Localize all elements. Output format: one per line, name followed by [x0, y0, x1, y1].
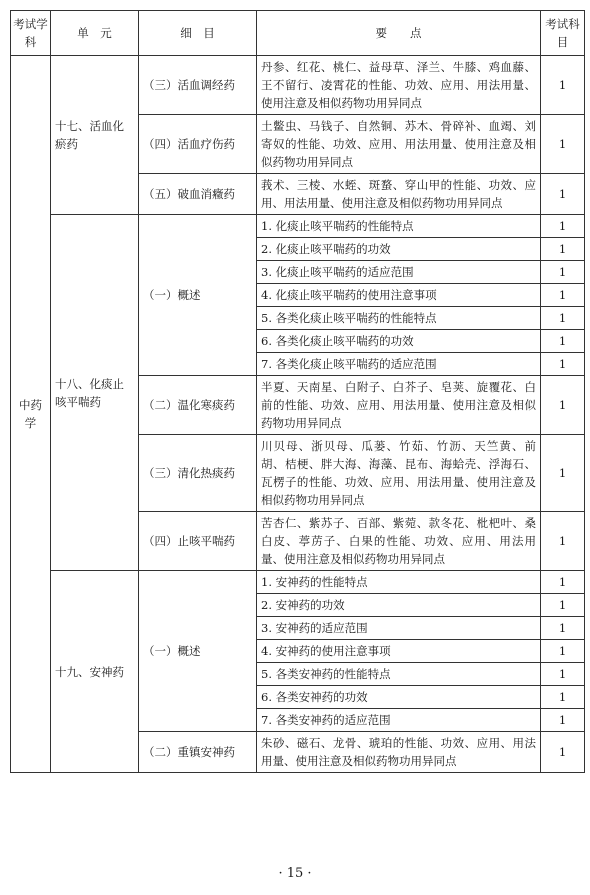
point-cell: 4. 化痰止咳平喘药的使用注意事项: [257, 284, 541, 307]
count-cell: 1: [541, 56, 585, 115]
table-row: [11, 56, 585, 115]
point-cell: 7. 各类安神药的适应范围: [257, 709, 541, 732]
detail-cell: （三）清化热痰药: [139, 435, 257, 512]
count-cell: 1: [541, 261, 585, 284]
point-cell: 6. 各类化痰止咳平喘药的功效: [257, 330, 541, 353]
unit-cell: 十七、活血化瘀药: [51, 56, 139, 215]
count-cell: 1: [541, 376, 585, 435]
unit-cell: 十八、化痰止咳平喘药: [51, 215, 139, 571]
count-cell: 1: [541, 663, 585, 686]
count-cell: 1: [541, 435, 585, 512]
count-cell: 1: [541, 330, 585, 353]
point-cell: 2. 化痰止咳平喘药的功效: [257, 238, 541, 261]
count-cell: 1: [541, 732, 585, 773]
count-cell: 1: [541, 594, 585, 617]
header-count: 考试科目: [541, 11, 585, 56]
unit-cell: 十九、安神药: [51, 571, 139, 773]
point-cell: 4. 安神药的使用注意事项: [257, 640, 541, 663]
count-cell: 1: [541, 215, 585, 238]
point-cell: 3. 化痰止咳平喘药的适应范围: [257, 261, 541, 284]
count-cell: 1: [541, 115, 585, 174]
count-cell: 1: [541, 571, 585, 594]
point-cell: 6. 各类安神药的功效: [257, 686, 541, 709]
count-cell: 1: [541, 174, 585, 215]
point-cell: 1. 化痰止咳平喘药的性能特点: [257, 215, 541, 238]
syllabus-table: [10, 10, 585, 773]
point-cell: 苦杏仁、紫苏子、百部、紫菀、款冬花、枇杷叶、桑白皮、葶苈子、白果的性能、功效、应用、用法用量、使用注意及相似药物功用异同点: [257, 512, 541, 571]
point-cell: 半夏、天南星、白附子、白芥子、皂荚、旋覆花、白前的性能、功效、应用、用法用量、使用注意及相似药物功用异同点: [257, 376, 541, 435]
count-cell: 1: [541, 307, 585, 330]
count-cell: 1: [541, 686, 585, 709]
point-cell: 2. 安神药的功效: [257, 594, 541, 617]
count-cell: 1: [541, 512, 585, 571]
point-cell: 1. 安神药的性能特点: [257, 571, 541, 594]
table-row: [11, 215, 585, 238]
header-point: 要 点: [257, 11, 541, 56]
point-cell: 丹参、红花、桃仁、益母草、泽兰、牛膝、鸡血藤、王不留行、凌霄花的性能、功效、应用、用法用量、使用注意及相似药物功用异同点: [257, 56, 541, 115]
point-cell: 5. 各类安神药的性能特点: [257, 663, 541, 686]
point-cell: 3. 安神药的适应范围: [257, 617, 541, 640]
table-header-row: [11, 11, 585, 56]
count-cell: 1: [541, 238, 585, 261]
detail-cell: （三）活血调经药: [139, 56, 257, 115]
detail-cell: （二）重镇安神药: [139, 732, 257, 773]
detail-cell: （四）止咳平喘药: [139, 512, 257, 571]
point-cell: 朱砂、磁石、龙骨、琥珀的性能、功效、应用、用法用量、使用注意及相似药物功用异同点: [257, 732, 541, 773]
header-detail: 细 目: [139, 11, 257, 56]
header-subject: 考试学科: [11, 11, 51, 56]
detail-cell: （一）概述: [139, 571, 257, 732]
detail-cell: （四）活血疗伤药: [139, 115, 257, 174]
point-cell: 5. 各类化痰止咳平喘药的性能特点: [257, 307, 541, 330]
table-body: [11, 56, 585, 773]
count-cell: 1: [541, 617, 585, 640]
page-number: · 15 ·: [278, 866, 312, 881]
count-cell: 1: [541, 640, 585, 663]
subject-cell: 中药学: [11, 56, 51, 773]
point-cell: 莪术、三棱、水蛭、斑蝥、穿山甲的性能、功效、应用、用法用量、使用注意及相似药物功用异同点: [257, 174, 541, 215]
detail-cell: （二）温化寒痰药: [139, 376, 257, 435]
point-cell: 土鳖虫、马钱子、自然铜、苏木、骨碎补、血竭、刘寄奴的性能、功效、应用、用法用量、使用注意及相似药物功用异同点: [257, 115, 541, 174]
detail-cell: （一）概述: [139, 215, 257, 376]
point-cell: 川贝母、浙贝母、瓜蒌、竹茹、竹沥、天竺黄、前胡、桔梗、胖大海、海藻、昆布、海蛤壳、浮海石、瓦楞子的性能、功效、应用、用法用量、使用注意及相似药物功用异同点: [257, 435, 541, 512]
point-cell: 7. 各类化痰止咳平喘药的适应范围: [257, 353, 541, 376]
detail-cell: （五）破血消癥药: [139, 174, 257, 215]
count-cell: 1: [541, 709, 585, 732]
header-unit: 单 元: [51, 11, 139, 56]
table-row: [11, 571, 585, 594]
count-cell: 1: [541, 284, 585, 307]
count-cell: 1: [541, 353, 585, 376]
